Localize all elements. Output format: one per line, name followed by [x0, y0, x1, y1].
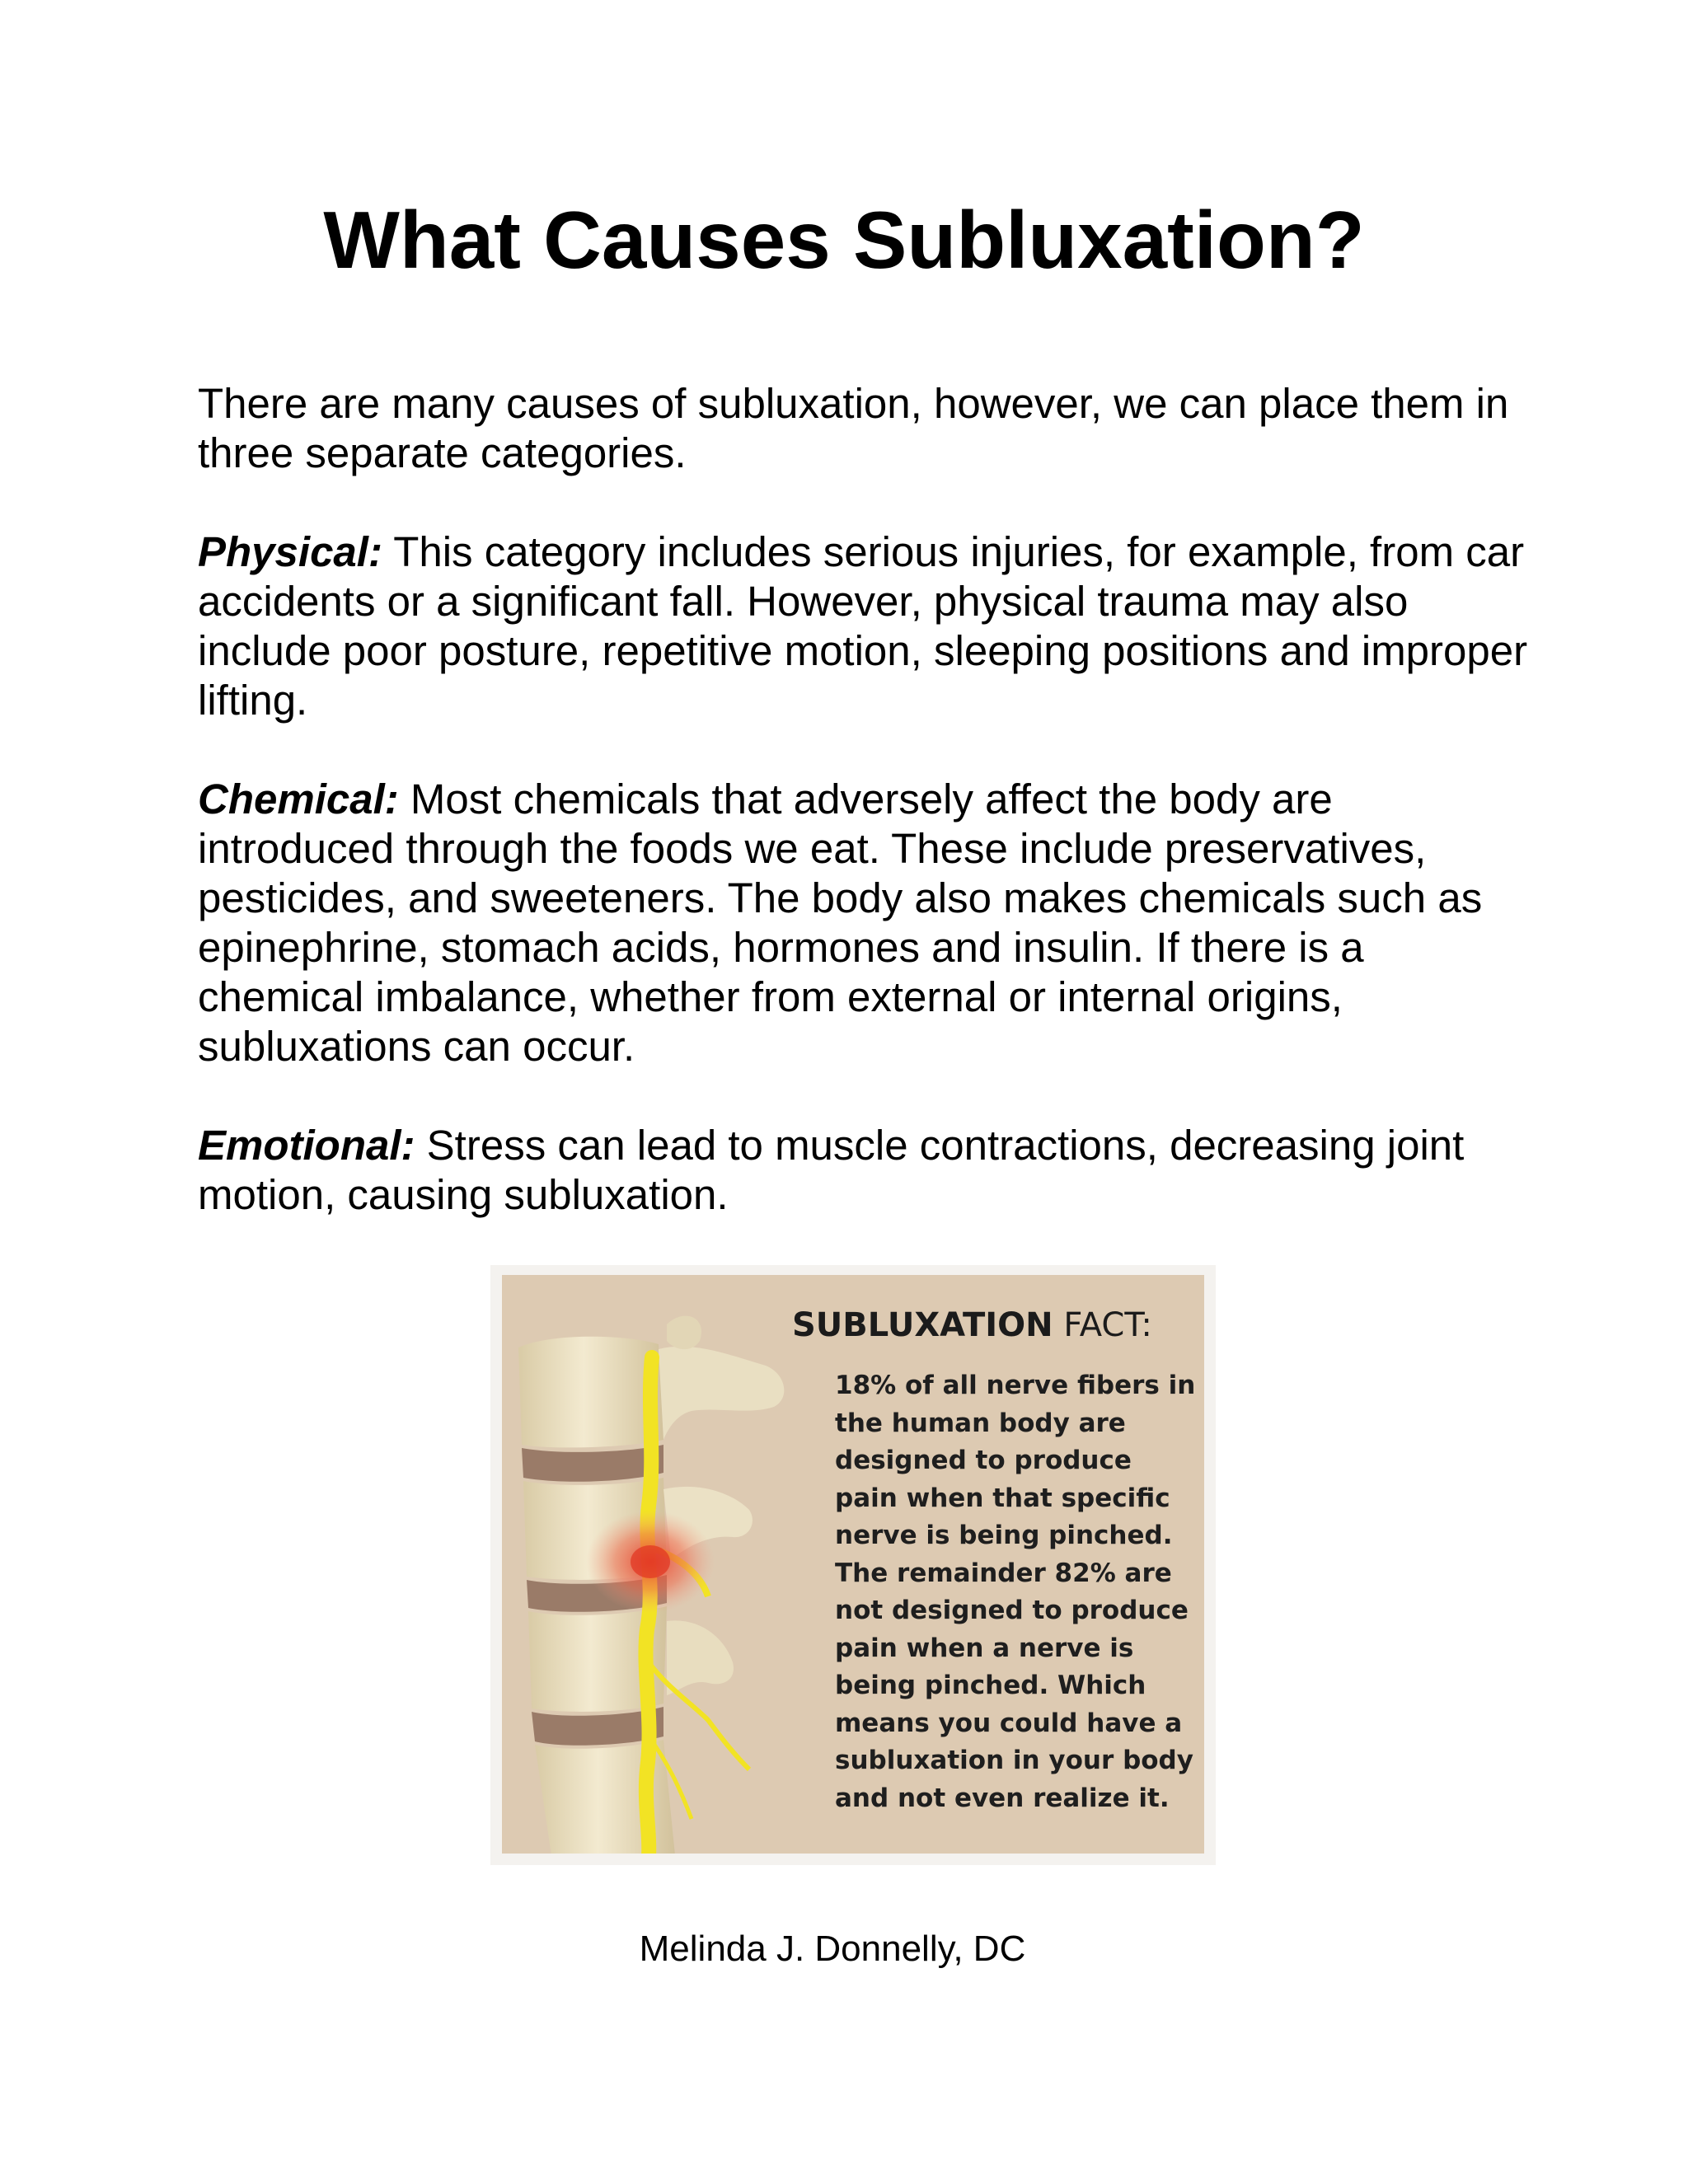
fact-line: designed to produce — [835, 1446, 1132, 1475]
category-label-chemical: Chemical: — [198, 776, 399, 823]
category-text-physical: This category includes serious injuries, for example, from car accidents or a significant fall. However, physical trauma may also include poor posture, repetitive motion, sleeping positions and improper lifting. — [198, 528, 1528, 724]
category-physical — [198, 527, 1533, 725]
fact-line: The remainder 82% are — [835, 1558, 1172, 1588]
spinous-process-upper — [659, 1347, 784, 1440]
fact-heading — [792, 1306, 1152, 1344]
fact-line: 18% of all nerve fibers in — [835, 1371, 1196, 1400]
author-signature: Melinda J. Donnelly, DC — [639, 1929, 1026, 1969]
vertebra-upper — [518, 1337, 663, 1448]
fact-heading-rest: FACT: — [1053, 1306, 1152, 1344]
fact-line: subluxation in your body — [835, 1746, 1193, 1775]
fact-line: and not even realize it. — [835, 1783, 1170, 1813]
category-label-physical: Physical: — [198, 528, 382, 575]
fact-line: pain when a nerve is — [835, 1633, 1134, 1663]
page-title: What Causes Subluxation? — [323, 194, 1365, 285]
category-chemical — [198, 775, 1533, 1071]
fact-line: nerve is being pinched. — [835, 1521, 1173, 1550]
category-text-chemical: Most chemicals that adversely affect the body are introduced through the foods we eat. These include preservatives, pesticides, and sweeteners. The body also makes chemicals such as epinephrine, stomach acids, hormones and insulin. If there is a chemical imbalance, whether from external or internal origins, subluxations can occur. — [198, 776, 1483, 1070]
fact-line: means you could have a — [835, 1708, 1183, 1738]
subluxation-fact-image — [490, 1265, 1216, 1865]
fact-line: being pinched. Which — [835, 1671, 1146, 1700]
fact-heading-strong: SUBLUXATION — [792, 1306, 1053, 1344]
article-body — [198, 379, 1533, 1269]
category-text-emotional: Stress can lead to muscle contractions, decreasing joint motion, causing subluxation. — [198, 1122, 1465, 1218]
fact-line: the human body are — [835, 1408, 1126, 1438]
category-label-emotional: Emotional: — [198, 1122, 415, 1169]
fact-line: pain when that specific — [835, 1483, 1170, 1513]
spine-illustration — [502, 1275, 799, 1854]
intro-paragraph: There are many causes of subluxation, however, we can place them in three separate categories. — [198, 380, 1509, 476]
fact-card — [502, 1275, 1204, 1854]
disc-upper — [522, 1445, 663, 1482]
fact-line: not designed to produce — [835, 1596, 1189, 1625]
fact-body — [835, 1367, 1196, 1817]
category-emotional — [198, 1121, 1533, 1220]
